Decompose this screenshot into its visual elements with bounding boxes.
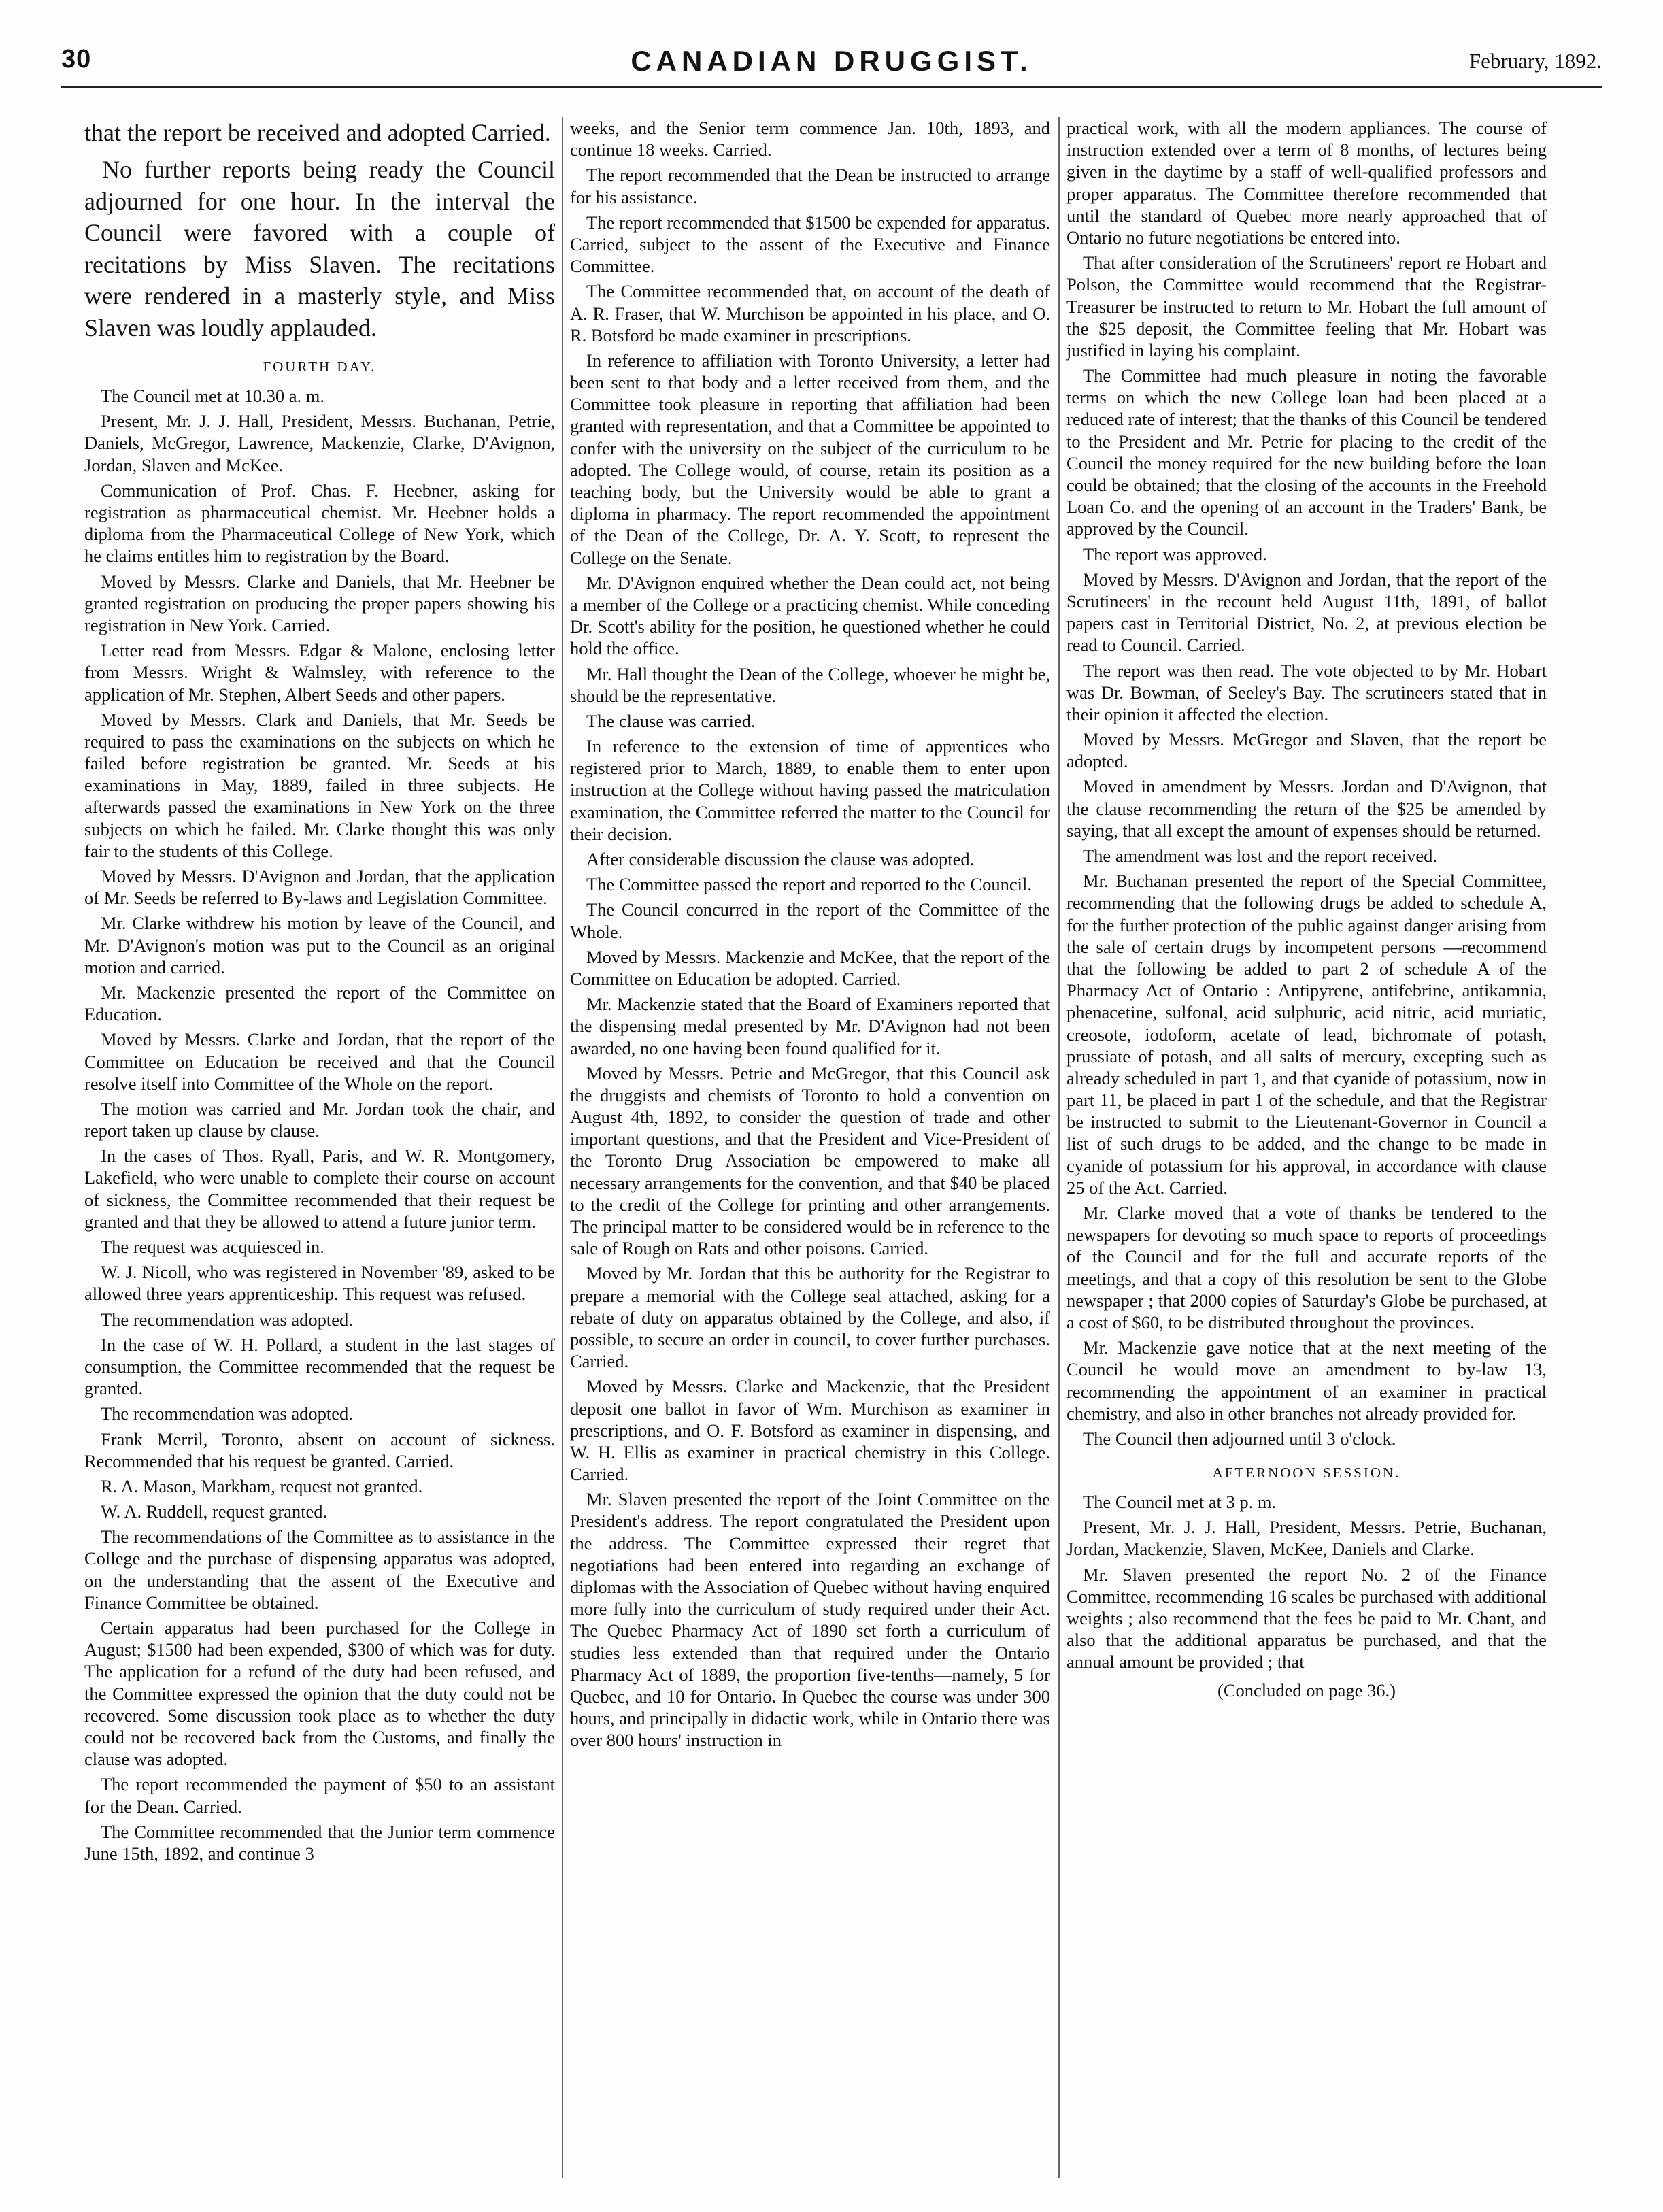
column-2 <box>570 117 1050 2181</box>
paragraph: Moved by Messrs. Clark and Daniels, that Mr. Seeds be required to pass the examinations on the subjects on which he failed before registration be granted. Mr. Seeds at his examinations in May, 1889, failed in three subjects. He afterwards passed the examinations in New York on the three subjects on which he failed. Mr. Clarke thought this was only fair to the students of this College. <box>84 709 555 861</box>
page-header <box>61 45 1602 88</box>
paragraph: In reference to the extension of time of apprentices who registered prior to March, 1889, to enable them to enter upon instruction at the College without having passed the matriculation examination, the Committee referred the matter to the Council for their decision. <box>570 736 1050 844</box>
paragraph: Moved by Mr. Jordan that this be authority for the Registrar to prepare a memorial with the College seal attached, asking for a rebate of duty on apparatus obtained by the College, and also, if possible, to secure an order in council, to cover further purchases. Carried. <box>570 1263 1050 1372</box>
paragraph: R. A. Mason, Markham, request not granted. <box>101 1475 423 1496</box>
paragraph: Mr. Buchanan presented the report of the Special Committee, recommending that the following drugs be added to schedule A, for the further protection of the public against danger arising from the sale of certain drugs by incompetent persons —recommend that the following be added to part 2 of schedule A of the Pharmacy Act of Ontario : Antipyrene, antifebrine, antikamnia, phenacetine, sulfonal, acid sulphuric, acid nitric, acid muriatic, creosote, iodoform, acetate of lead, bichromate of potash, prussiate of potash, and all salts of mercury, excepting such as already scheduled in part 1, and that cyanide of potassium, now in part 11, be placed in part 1 of the schedule, and that the Registrar be instructed to submit to the Lieutenant-Governor in Council a list of such drugs to be added, and the change to be made in cyanide of potassium for his approval, in accordance with clause 25 of the Act. Carried. <box>1066 871 1547 1198</box>
paragraph: Mr. Slaven presented the report of the Joint Committee on the President's address. The report congratulated the President upon the address. The Committee expressed their regret that negotiations had been entered into regarding an exchange of diplomas with the Association of Quebec without having enquired more fully into the curriculum of study required under their Act. The Quebec Pharmacy Act of 1890 set forth a curriculum of studies less extended than that required under the Ontario Pharmacy Act of 1889, the proportion five-tenths—namely, 5 for Quebec, and 10 for Ontario. In Quebec the course was under 300 hours, and principally in didactic work, while in Ontario there was over 800 hours' instruction in <box>570 1489 1050 1751</box>
paragraph: The recommendations of the Committee as to assistance in the College and the purchase of dispensing apparatus was adopted, on the understanding that the assent of the Executive and Finance Committee be obtained. <box>84 1526 555 1613</box>
paragraph: The report was approved. <box>1083 543 1267 565</box>
paragraph: The motion was carried and Mr. Jordan took the chair, and report taken up clause by clause. <box>84 1098 555 1141</box>
paragraph: Mr. Clarke withdrew his motion by leave of the Council, and Mr. D'Avignon's motion was put to the Council as an original motion and carried. <box>84 913 555 977</box>
paragraph: In the case of W. H. Pollard, a student in the last stages of consumption, the Committee recommended that the request be granted. <box>84 1334 555 1399</box>
paragraph: The amendment was lost and the report received. <box>1083 845 1437 866</box>
paragraph: Moved by Messrs. Mackenzie and McKee, that the report of the Committee on Education be adopted. Carried. <box>570 946 1050 989</box>
paragraph: Moved by Messrs. Petrie and McGregor, that this Council ask the druggists and chemists of Toronto to hold a convention on August 4th, 1892, to consider the question of trade and other important questions, and that the President and Vice-President of the Toronto Drug Association be empowered to make all necessary arrangements for the convention, and that $40 be placed to the credit of the College for printing and other arrangements. The principal matter to be considered would be in reference to the sale of Rough on Rats and other poisons. Carried. <box>570 1062 1050 1259</box>
paragraph: Mr. Mackenzie gave notice that at the next meeting of the Council he would move an amendment to by-law 13, recommending the appointment of an examiner in practical chemistry, and also in other branches not already provided for. <box>1066 1337 1547 1424</box>
paragraph: Mr. Clarke moved that a vote of thanks be tendered to the newspapers for devoting so much space to reports of proceedings of the Council and for the full and accurate reports of the meetings, and that a copy of this resolution be sent to the Globe newspaper ; that 2000 copies of Saturday's Globe be purchased, at a cost of $60, to be distributed throughout the provinces. <box>1066 1203 1547 1333</box>
paragraph: The recommendation was adopted. <box>101 1309 353 1330</box>
column-divider <box>1058 117 1060 2178</box>
lead-paragraph: No further reports being ready the Council adjourned for one hour. In the interval the Council were favored with a couple of recitations by Miss Slaven. The recitations were rendered in a masterly style, and Miss Slaven was loudly applauded. <box>84 156 555 341</box>
paragraph: Mr. Slaven presented the report No. 2 of the Finance Committee, recommending 16 scales be purchased with additional weights ; also recommend that the fees be paid to Mr. Chant, and also that the additional apparatus be purchased, and that the annual amount be provided ; that <box>1066 1564 1547 1673</box>
paragraph: The report recommended that $1500 be expended for apparatus. Carried, subject to the assent of the Executive and Finance Committee. <box>570 212 1050 277</box>
paragraph: W. A. Ruddell, request granted. <box>101 1501 328 1522</box>
section-heading-afternoon-session: AFTERNOON SESSION. <box>1212 1464 1401 1481</box>
paragraph: practical work, with all the modern appliances. The course of instruction extended over a term of 8 months, of lectures being given in the daytime by a staff of well-qualified professors and proper apparatus. The Committee therefore recommended that until the standard of Quebec more nearly approached that of Ontario no future negotiations be entered into. <box>1066 118 1547 248</box>
issue-date: February, 1892. <box>1468 49 1602 73</box>
paragraph: Frank Merril, Toronto, absent on account of sickness. Recommended that his request be granted. Carried. <box>84 1428 555 1471</box>
continuation-note: (Concluded on page 36.) <box>1217 1679 1396 1700</box>
paragraph: After considerable discussion the clause was adopted. <box>586 849 975 869</box>
lead-paragraph: that the report be received and adopted Carried. <box>84 119 551 146</box>
paragraph: Letter read from Messrs. Edgar & Malone, enclosing letter from Messrs. Wright & Walmsley, with reference to the application of Mr. Stephen, Albert Seeds and other papers. <box>84 640 555 705</box>
paragraph: Certain apparatus had been purchased for the College in August; $1500 had been expended, $300 of which was for duty. The application for a refund of the duty had been refused, and the Committee expressed the opinion that the duty could not be recovered. Some discussion took place as to whether the duty could not be recovered back from the Customs, and finally the clause was adopted. <box>84 1618 555 1770</box>
paragraph: Moved in amendment by Messrs. Jordan and D'Avignon, that the clause recommending the return of the $25 be amended by saying, that all except the amount of expenses should be returned. <box>1066 776 1547 841</box>
page-number: 30 <box>61 45 92 73</box>
paragraph: Moved by Messrs. Clarke and Jordan, that the report of the Committee on Education be received and that the Council resolve itself into Committee of the Whole on the report. <box>84 1029 555 1094</box>
paragraph: In reference to affiliation with Toronto University, a letter had been sent to that body and a letter received from them, and the Committee took pleasure in reporting that affiliation had been granted with representation, and that a Committee be appointed to confer with the university on the subject of the curriculum to be adopted. The College would, of course, retain its position as a teaching body, but the University would be able to grant a diploma in pharmacy. The report recommended the appointment of the Dean of the College, Dr. A. Y. Scott, to represent the College on the Senate. <box>570 350 1050 568</box>
column-divider <box>562 117 563 2178</box>
paragraph: The clause was carried. <box>586 710 756 731</box>
paragraph: The report recommended the payment of $50 to an assistant for the Dean. Carried. <box>84 1774 555 1817</box>
paragraph: Mr. Hall thought the Dean of the College, whoever he might be, should be the representative. <box>570 663 1050 706</box>
paragraph: Moved by Messrs. McGregor and Slaven, that the report be adopted. <box>1066 729 1547 772</box>
paragraph: The Committee passed the report and reported to the Council. <box>586 874 1032 895</box>
paragraph: Mr. D'Avignon enquired whether the Dean could act, not being a member of the College or a practicing chemist. While conceding Dr. Scott's ability for the position, he questioned whether he could hold the office. <box>570 572 1050 659</box>
paragraph: The Committee had much pleasure in noting the favorable terms on which the new College loan had been placed at a reduced rate of interest; that the thanks of this Council be tendered to the President and Mr. Petrie for placing to the credit of the Council the money required for the new building before the loan could be obtained; that the closing of the accounts in the Freehold Loan Co. and the opening of an account in the Traders' Bank, be approved by the Council. <box>1066 365 1547 539</box>
paragraph: That after consideration of the Scrutineers' report re Hobart and Polson, the Committee would recommend that the Registrar-Treasurer be instructed to return to Mr. Hobart the full amount of the $25 deposit, the Committee feeling that Mr. Hobart was justified in laying his complaint. <box>1066 252 1547 361</box>
paragraph: The Council met at 3 p. m. <box>1083 1492 1277 1513</box>
paragraph: The report recommended that the Dean be instructed to arrange for his assistance. <box>570 165 1050 207</box>
paragraph: Moved by Messrs. Clarke and Mackenzie, that the President deposit one ballot in favor of Wm. Murchison as examiner in prescriptions, and O. F. Botsford as examiner in dispensing, and W. H. Ellis as examiner in practical chemistry in this College. Carried. <box>570 1376 1050 1485</box>
paragraph: The Council met at 10.30 a. m. <box>101 386 324 407</box>
paragraph: In the cases of Thos. Ryall, Paris, and W. R. Montgomery, Lakefield, who were unable to complete their course on account of sickness, the Committee recommended that their request be granted and that they be allowed to attend a future junior term. <box>84 1145 555 1232</box>
paragraph: Present, Mr. J. J. Hall, President, Messrs. Buchanan, Petrie, Daniels, McGregor, Lawrence, Mackenzie, Clarke, D'Avignon, Jordan, Slaven and McKee. <box>84 411 555 475</box>
paragraph: Present, Mr. J. J. Hall, President, Messrs. Petrie, Buchanan, Jordan, Mackenzie, Slaven, McKee, Daniels and Clarke. <box>1066 1517 1547 1560</box>
paragraph: Mr. Mackenzie stated that the Board of Examiners reported that the dispensing medal presented by Mr. D'Avignon had not been awarded, no one having been found qualified for it. <box>570 994 1050 1058</box>
paragraph: weeks, and the Senior term commence Jan. 10th, 1893, and continue 18 weeks. Carried. <box>570 118 1050 161</box>
column-3 <box>1066 117 1547 2181</box>
paragraph: The Committee recommended that the Junior term commence June 15th, 1892, and continue 3 <box>84 1821 555 1864</box>
paragraph: The Committee recommended that, on account of the death of A. R. Fraser, that W. Murchison be appointed in his place, and O. R. Botsford be made examiner in prescriptions. <box>570 281 1050 346</box>
paragraph: Moved by Messrs. Clarke and Daniels, that Mr. Heebner be granted registration on producing the proper papers showing his registration in New York. Carried. <box>84 571 555 635</box>
paragraph: The recommendation was adopted. <box>101 1403 353 1424</box>
paragraph: The request was acquiesced in. <box>101 1237 324 1257</box>
paragraph: Mr. Mackenzie presented the report of the Committee on Education. <box>84 982 555 1025</box>
paragraph: W. J. Nicoll, who was registered in November '89, asked to be allowed three years apprenticeship. This request was refused. <box>84 1262 555 1305</box>
paragraph: Communication of Prof. Chas. F. Heebner, asking for registration as pharmaceutical chemist. Mr. Heebner holds a diploma from the Pharmaceutical College of New York, which he claims entitles him to registration by the Board. <box>84 480 555 567</box>
section-heading-fourth-day: FOURTH DAY. <box>263 358 377 375</box>
paragraph: The Council then adjourned until 3 o'clock. <box>1083 1428 1396 1449</box>
paragraph: The Council concurred in the report of the Committee of the Whole. <box>570 899 1050 942</box>
column-1 <box>84 117 555 2181</box>
paragraph: Moved by Messrs. D'Avignon and Jordan, that the report of the Scrutineers' in the recount held August 11th, 1891, of ballot papers cast in Territorial District, No. 2, at previous election be read to Council. Carried. <box>1066 569 1547 656</box>
paragraph: The report was then read. The vote objected to by Mr. Hobart was Dr. Bowman, of Seeley's Bay. The scrutineers stated that in their opinion it affected the election. <box>1066 660 1547 724</box>
publication-title: CANADIAN DRUGGIST. <box>631 45 1032 77</box>
paragraph: Moved by Messrs. D'Avignon and Jordan, that the application of Mr. Seeds be referred to By-laws and Legislation Committee. <box>84 866 555 909</box>
